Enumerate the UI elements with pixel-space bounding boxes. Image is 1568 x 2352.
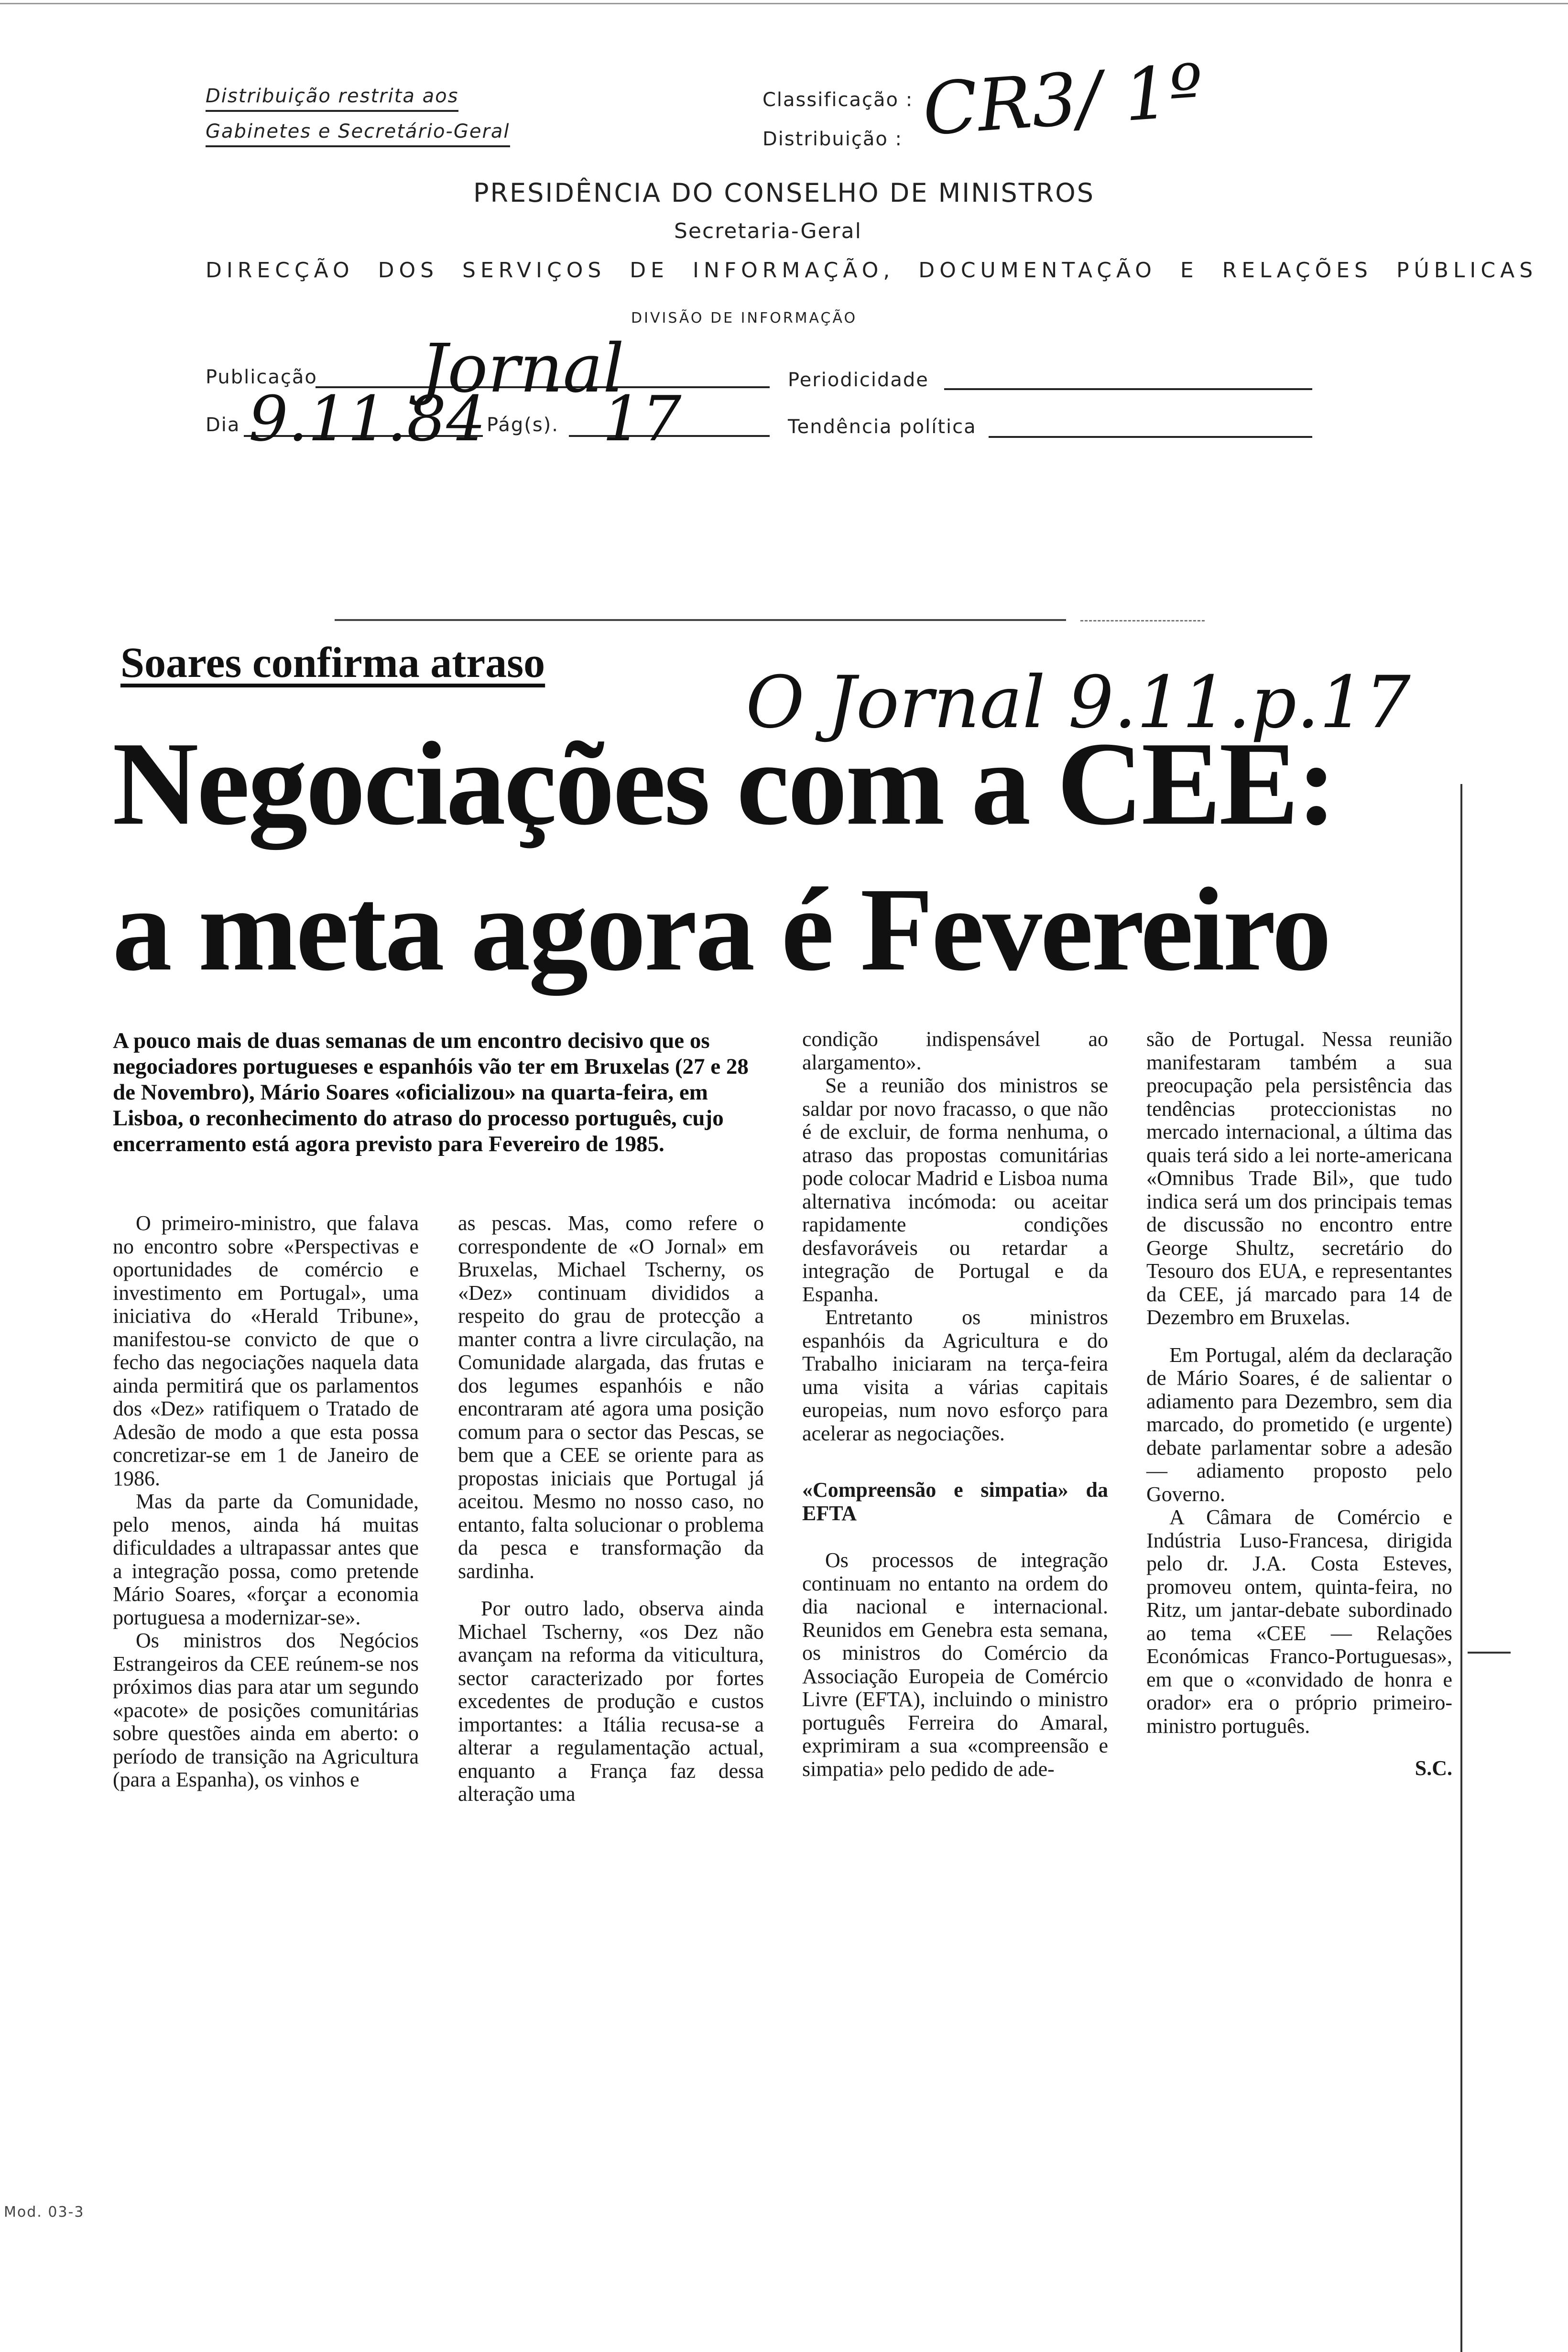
paragraph: Se a reunião dos ministros se saldar por novo fracasso, o que não é de excluir, de forma nenhuma, o atraso das propostas comunitárias pode colocar Madrid e Lisboa numa alternativa incómoda: ou aceitar rapidamente condições desfavoráveis ou retardar a integração de Portugal e da Espanha. [802, 1074, 1108, 1306]
pages-value: 17 [602, 382, 682, 455]
form-code: Mod. 03-3 [4, 2204, 85, 2221]
paragraph: A Câmara de Comércio e Indústria Luso-Francesa, dirigida pelo dr. J.A. Costa Esteves, promoveu ontem, quinta-feira, no Ritz, um jantar-debate subordinado ao tema «CEE — Relações Económicas Franco-Portuguesas», em que o «convidado de honra e orador» era o próprio primeiro-ministro português. [1146, 1505, 1452, 1738]
article-column-1 [113, 1212, 419, 1792]
tendency-line [989, 436, 1312, 438]
distribution-line-1: Distribuição restrita aos [206, 85, 458, 112]
tendency-label: Tendência política [788, 416, 977, 438]
handwritten-classification: CR3/ 1º [920, 49, 1206, 152]
pages-label: Pág(s). [487, 414, 559, 436]
section-subhead: «Compreensão e simpatia» da EFTA [802, 1478, 1108, 1525]
article-top-rule-dash [1080, 620, 1205, 621]
distribution-restricted [206, 85, 458, 112]
headline-line-2: a meta agora é Fevereiro [112, 863, 1330, 996]
classification-label: Classificação : [762, 89, 914, 111]
article-column-2 [458, 1212, 764, 1806]
scan-mark [1468, 1652, 1511, 1654]
periodicity-label: Periodicidade [788, 369, 929, 391]
periodicity-line [944, 388, 1312, 390]
directorate-title: DIRECÇÃO DOS SERVIÇOS DE INFORMAÇÃO, DOCUMENTAÇÃO E RELAÇÕES PÚBLICAS [206, 258, 1538, 283]
article-kicker: Soares confirma atraso [120, 639, 545, 686]
ministry-title: PRESIDÊNCIA DO CONSELHO DE MINISTROS [473, 178, 1095, 208]
headline-line-1: Negociações com a CEE: [112, 718, 1335, 850]
secretariat-title: Secretaria-Geral [674, 219, 862, 243]
distribution-label: Distribuição : [762, 128, 903, 150]
date-label: Dia [206, 414, 240, 436]
distribution-recipients [206, 120, 510, 147]
handwritten-source-note: O Jornal 9.11.p.17 [746, 661, 1411, 744]
paragraph: Por outro lado, observa ainda Michael Tscherny, «os Dez não avançam na reforma da viticultura, sector caracterizado por fortes excedentes de produção e custos importantes: a Itália recusa-se a alterar a regulamentação actual, enquanto a França faz dessa alteração uma [458, 1597, 764, 1806]
paragraph: condição indispensável ao alargamento». [802, 1027, 1108, 1074]
paragraph: Em Portugal, além da declaração de Mário Soares, é de salientar o adiamento para Dezembro, sem dia marcado, do prometido (e urgente) debate parlamentar sobre a adesão — adiamento proposto pelo Governo. [1146, 1343, 1452, 1506]
publication-label: Publicação [206, 366, 317, 388]
top-rule [0, 3, 1568, 4]
paragraph: são de Portugal. Nessa reunião manifestaram também a sua preocupação pela persistência das tendências proteccionistas no mercado internacional, a última das quais terá sido a lei norte-americana «Omnibus Trade Bil», que tudo indica será um dos principais temas de discussão no encontro entre George Shultz, secretário do Tesouro dos EUA, e representantes da CEE, já marcado para 14 de Dezembro em Bruxelas. [1146, 1027, 1452, 1329]
article-column-3 [802, 1028, 1108, 1781]
date-value: 9.11.84 [249, 382, 486, 455]
paragraph: O primeiro-ministro, que falava no encontro sobre «Perspectivas e oportunidades de comércio e investimento em Portugal», uma iniciativa do «Herald Tribune», manifestou-se convicto de que o fecho das negociações naquela data ainda permitirá que os parlamentos dos «Dez» ratifiquem o Tratado de Adesão de modo a que esta possa concretizar-se em 1 de Janeiro de 1986. [113, 1211, 419, 1490]
paragraph: Os processos de integração continuam no entanto na ordem do dia nacional e internacional. Reunidos em Genebra esta semana, os ministros do Comércio da Associação Europeia de Comércio Livre (EFTA), incluindo o ministro português Ferreira do Amaral, exprimiram a sua «compreensão e simpatia» pelo pedido de ade- [802, 1548, 1108, 1781]
clipping-edge [1460, 784, 1462, 2352]
paragraph: Mas da parte da Comunidade, pelo menos, ainda há muitas dificuldades a ultrapassar antes que a integração possa, como pretende Mário Soares, «forçar a economia portuguesa a modernizar-se». [113, 1490, 419, 1629]
paragraph: as pescas. Mas, como refere o correspondente de «O Jornal» em Bruxelas, Michael Tscherny, os «Dez» continuam divididos a respeito do grau de protecção a manter contra a livre circulação, na Comunidade alargada, das frutas e dos legumes espanhóis e não encontraram até agora uma posição comum para o sector das Pescas, se bem que a CEE se oriente para as propostas iniciais que Portugal já aceitou. Mesmo no nosso caso, no entanto, falta solucionar o problema da pesca e transformação da sardinha. [458, 1211, 764, 1583]
publication-value: Jornal [421, 330, 624, 408]
article-signature: S.C. [1415, 1756, 1452, 1780]
division-title: DIVISÃO DE INFORMAÇÃO [631, 310, 858, 327]
article-column-4 [1146, 1028, 1452, 1780]
distribution-line-2: Gabinetes e Secretário-Geral [206, 120, 510, 147]
article-top-rule [335, 619, 1066, 621]
paragraph: Entretanto os ministros espanhóis da Agricultura e do Trabalho iniciaram na terça-feira uma visita a várias capitais europeias, num novo esforço para acelerar as negociações. [802, 1306, 1108, 1445]
paragraph: Os ministros dos Negócios Estrangeiros da CEE reúnem-se nos próximos dias para atar um segundo «pacote» de posições comunitárias sobre questões ainda em aberto: o período de transição na Agricultura (para a Espanha), os vinhos e [113, 1629, 419, 1791]
article-lead: A pouco mais de duas semanas de um encontro decisivo que os negociadores portugueses e espanhóis vão ter em Bruxelas (27 e 28 de Novembro), Mário Soares «oficializou» na quarta-feira, em Lisboa, o reconhecimento do atraso do processo português, cujo encerramento está agora previsto para Fevereiro de 1985. [113, 1028, 749, 1156]
